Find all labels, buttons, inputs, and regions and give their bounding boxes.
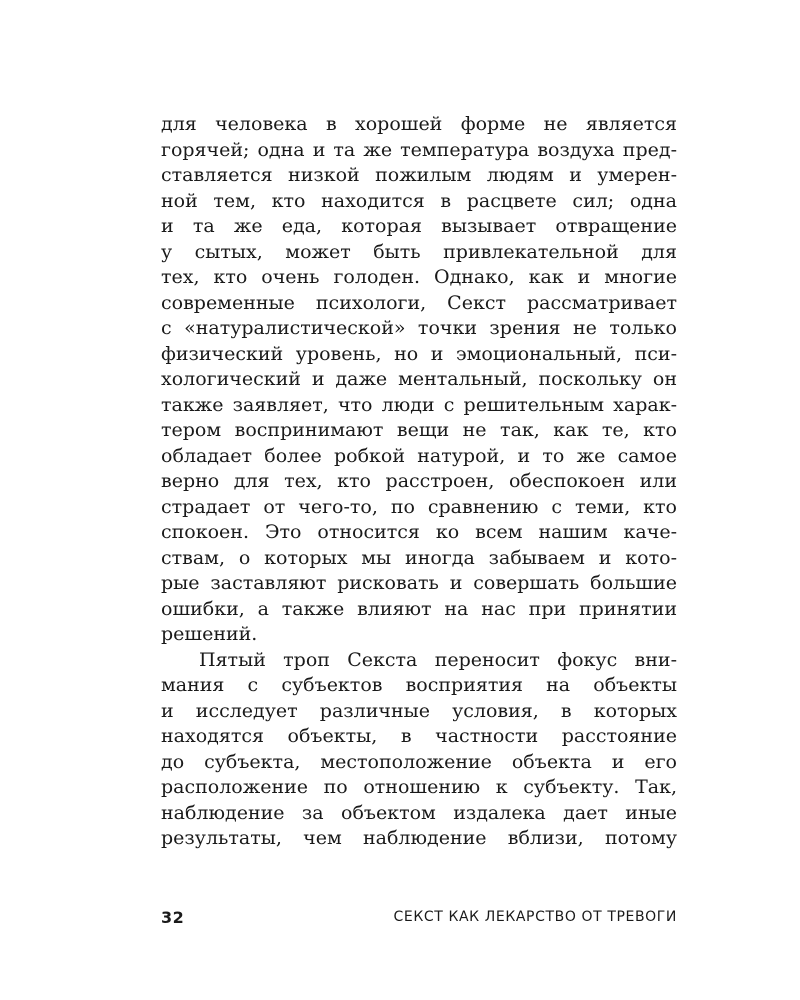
text-line: верно для тех, кто расстроен, обеспокоен или — [161, 470, 677, 492]
text-line: ставляется низкой пожилым людям и умерен- — [161, 164, 677, 186]
text-line: хологический и даже ментальный, поскольку он — [161, 368, 677, 390]
text-line: тех, кто очень голоден. Однако, как и многие — [161, 266, 677, 288]
text-line: наблюдение за объектом издалека дает иные — [161, 801, 677, 824]
text-line: для человека в хорошей форме не является — [161, 113, 677, 135]
text-line: мания с субъектов восприятия на объекты — [161, 674, 677, 696]
text-line: ной тем, кто находится в расцвете сил; одна — [161, 189, 677, 212]
text-line: Пятый троп Секста переносит фокус вни- — [199, 648, 677, 671]
running-title: СЕКСТ КАК ЛЕКАРСТВО ОТ ТРЕВОГИ — [393, 909, 677, 925]
paragraph-1 — [161, 112, 677, 648]
text-line: до субъекта, местоположение объекта и его — [161, 750, 677, 773]
text-line: обладает более робкой натурой, и то же самое — [161, 444, 677, 467]
text-line: ствам, о которых мы иногда забываем и кото- — [161, 546, 677, 569]
page-number: 32 — [161, 908, 185, 927]
text-line: горячей; одна и та же температура воздуха пред- — [161, 138, 677, 161]
text-line: и исследует различные условия, в которых — [161, 699, 677, 722]
text-line: рые заставляют рисковать и совершать большие — [161, 572, 677, 594]
text-line: страдает от чего-то, по сравнению с теми, кто — [161, 495, 677, 518]
text-line: спокоен. Это относится ко всем нашим каче- — [161, 521, 677, 543]
text-line: находятся объекты, в частности расстояние — [161, 725, 677, 747]
text-line: расположение по отношению к субъекту. Так, — [161, 776, 677, 798]
text-line: решений. — [161, 623, 258, 645]
text-line: физический уровень, но и эмоциональный, пси- — [161, 342, 677, 365]
text-line: с «натуралистической» точки зрения не только — [161, 317, 677, 339]
text-line: современные психологи, Секст рассматривает — [161, 291, 677, 314]
text-line: ошибки, а также влияют на нас при принятии — [161, 597, 677, 620]
text-line: также заявляет, что люди с решительным харак- — [161, 393, 677, 416]
text-line: результаты, чем наблюдение вблизи, потому — [161, 827, 677, 849]
page-footer — [161, 908, 677, 928]
text-line: тером воспринимают вещи не так, как те, кто — [161, 419, 677, 441]
text-line: и та же еда, которая вызывает отвращение — [161, 215, 677, 237]
body-text — [161, 112, 677, 852]
text-line: у сытых, может быть привлекательной для — [161, 240, 677, 263]
paragraph-2 — [161, 648, 677, 852]
